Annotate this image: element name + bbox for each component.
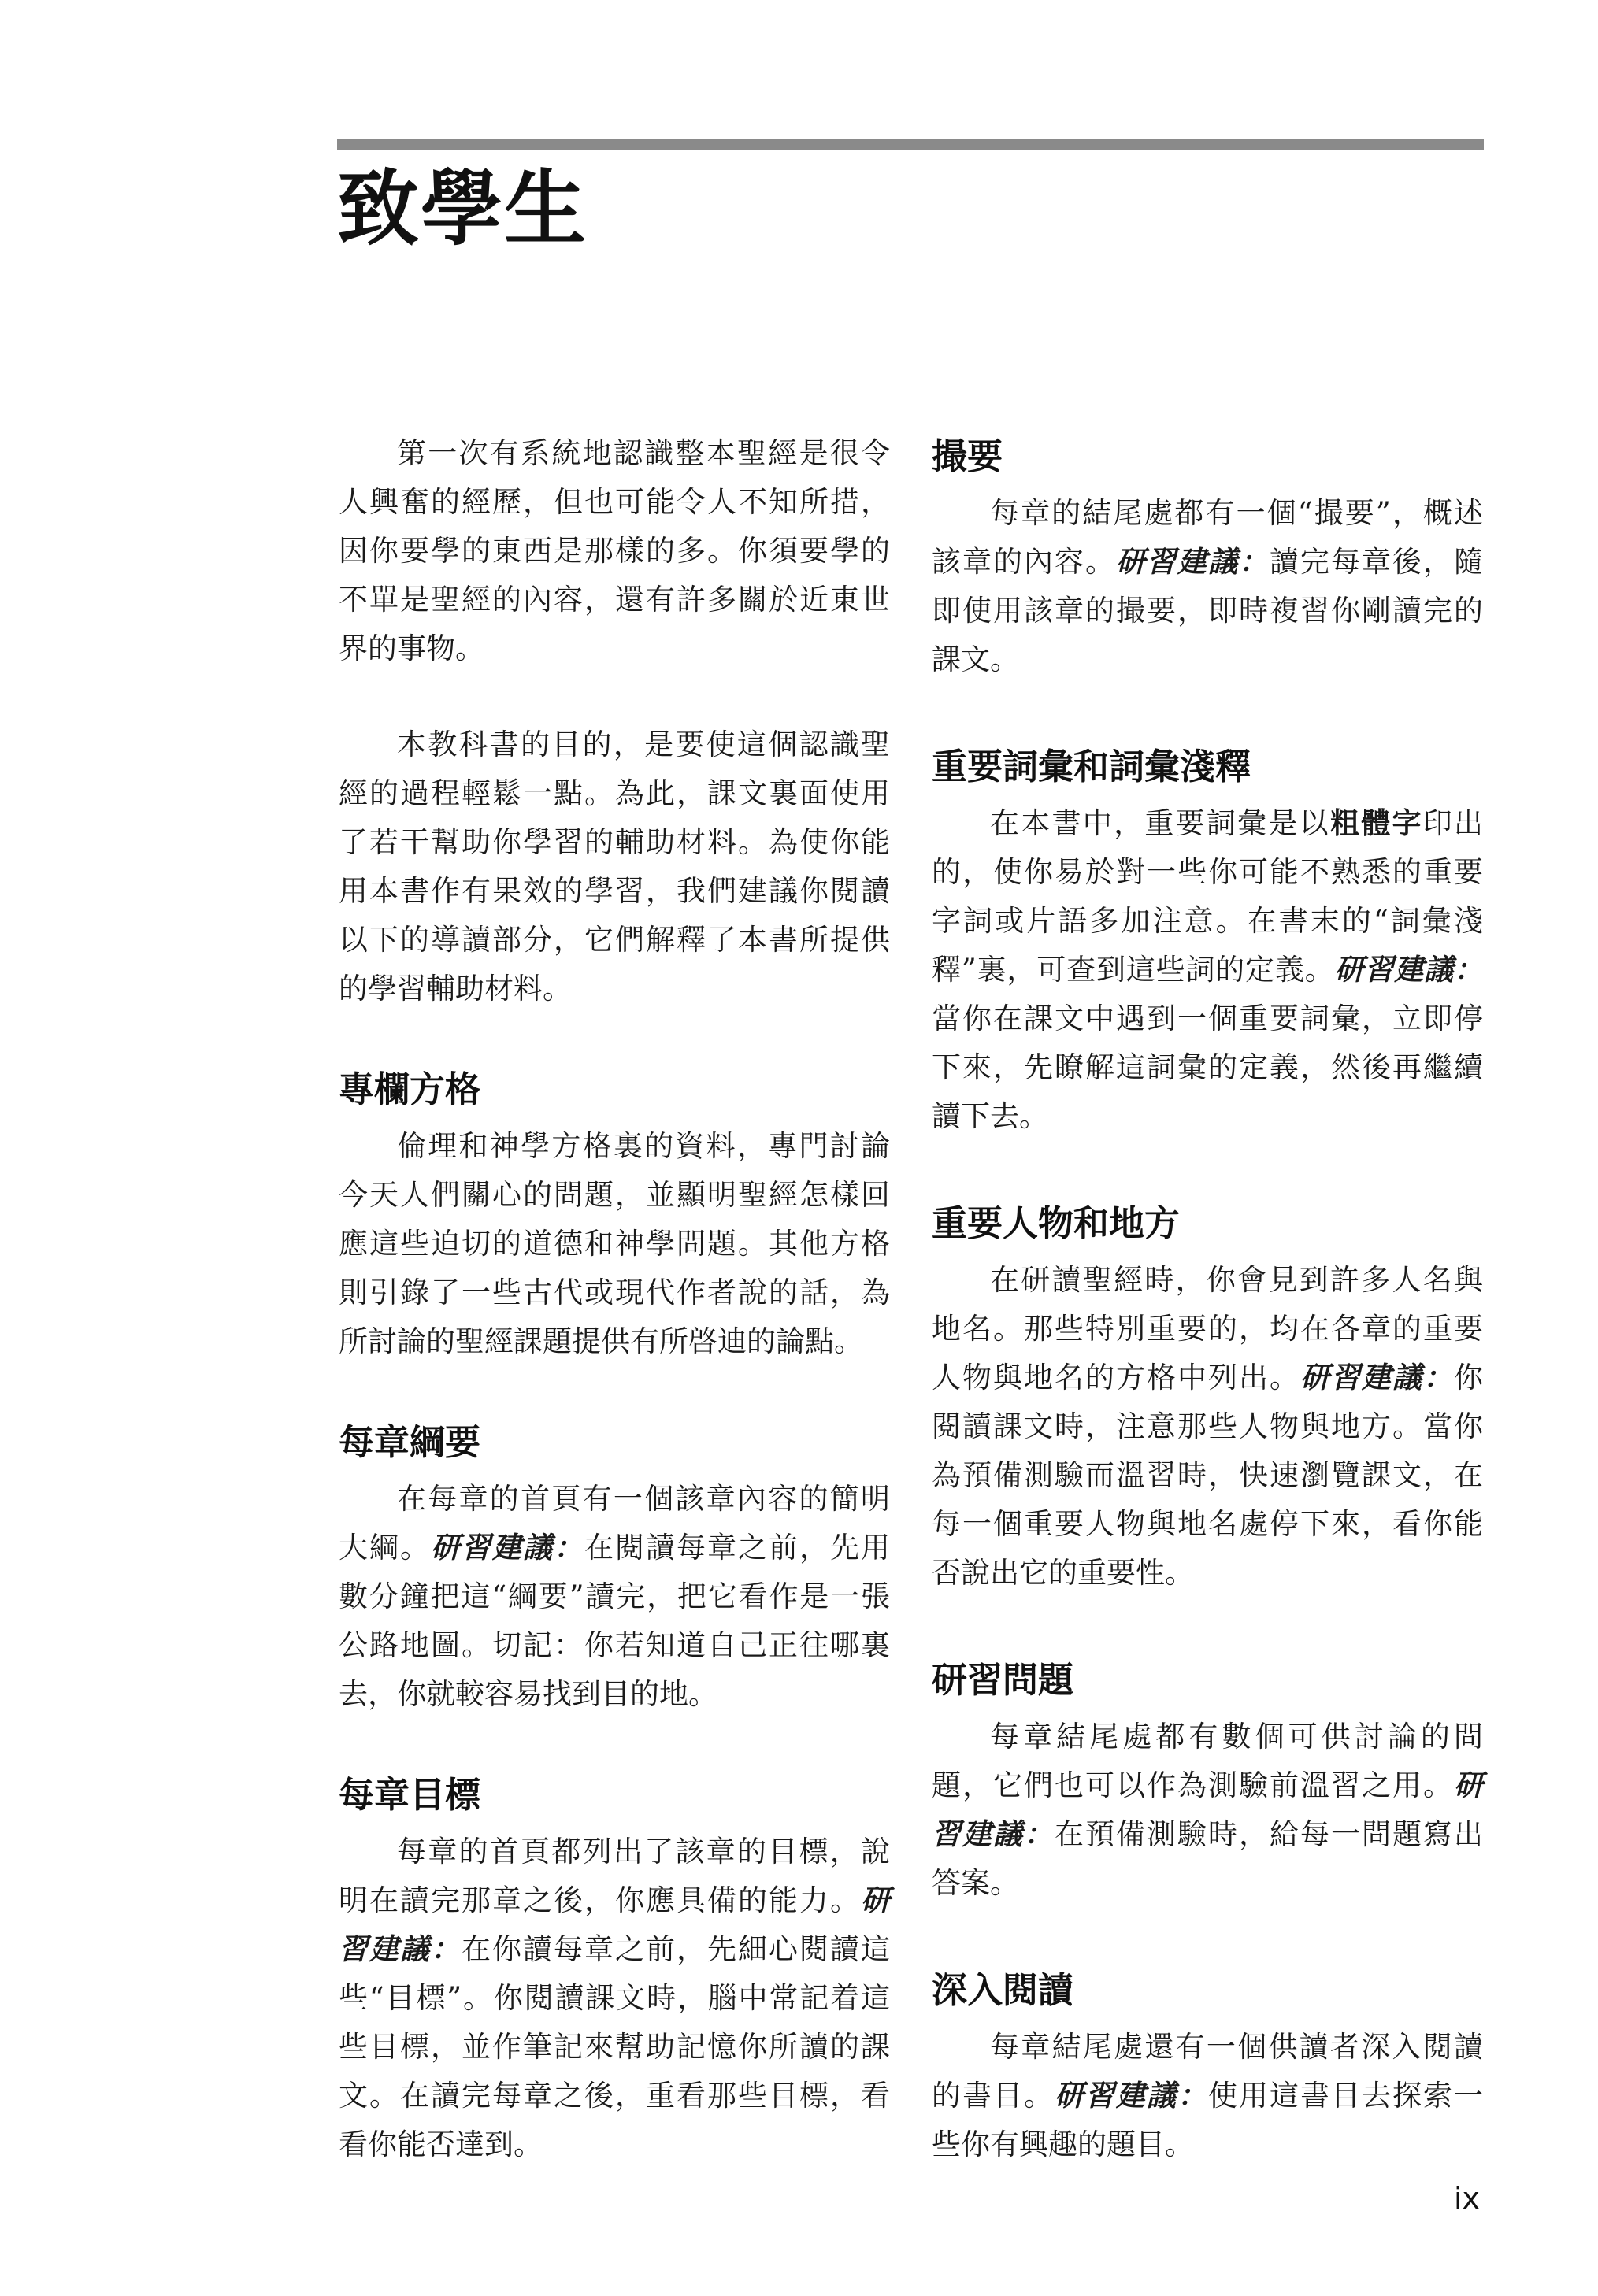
page-number: ix (1454, 2181, 1481, 2216)
right-column (932, 429, 1483, 2169)
section-heading-objectives: 每章目標 (339, 1774, 481, 1816)
section-outline (339, 1415, 890, 1719)
intro-paragraph-2: 本教科書的目的，是要使這個認識聖經的過程輕鬆一點。為此，課文裏面使用了若干幫助你學習的輔助材料。為使你能用本書作有果效的學習，我們建議你閱讀以下的導讀部分，它們解釋了本書所提供的學習輔助材料。 (339, 728, 890, 1005)
section-text-summary: 每章的結尾處都有一個“撮要”，概述該章的內容。研習建議：讀完每章後，隨即使用該章的撮要，即時複習你剛讀完的課文。 (932, 496, 1483, 676)
study-tip-label: 研習建議： (932, 1768, 1483, 1851)
page-title: 致學生 (337, 161, 588, 257)
intro-paragraph-1: 第一次有系統地認識整本聖經是很令人興奮的經歷，但也可能令人不知所措，因你要學的東西是那樣的多。你須要學的不單是聖經的內容，還有許多關於近東世界的事物。 (339, 436, 890, 665)
section-text-boxes: 倫理和神學方格裏的資料，專門討論今天人們關心的問題，並顯明聖經怎樣回應這些迫切的道德和神學問題。其他方格則引錄了一些古代或現代作者說的話，為所討論的聖經課題提供有所啓迪的論點。 (339, 1129, 890, 1358)
section-heading-people-places: 重要人物和地方 (932, 1202, 1181, 1244)
section-text-further-reading: 每章結尾處還有一個供讀者深入閱讀的書目。研習建議：使用這書目去探索一些你有興趣的題目。 (932, 2030, 1483, 2161)
left-column (339, 429, 890, 2169)
section-heading-outline: 每章綱要 (339, 1421, 481, 1463)
section-vocabulary (932, 739, 1483, 1141)
study-tip-label: 研習建議： (1116, 545, 1270, 579)
section-text-outline: 在每章的首頁有一個該章內容的簡明大綱。研習建議：在閱讀每章之前，先用數分鐘把這“綱要”讀完，把它看作是一張公路地圖。切記：你若知道自己正往哪裏去，你就較容易找到目的地。 (339, 1482, 890, 1711)
section-text-people-places: 在研讀聖經時，你會見到許多人名與地名。那些特別重要的，均在各章的重要人物與地名的方格中列出。研習建議：你閱讀課文時，注意那些人物與地方。當你為預備測驗而溫習時，快速瀏覽課文，在每一個重要人物與地名處停下來，看你能否說出它的重要性。 (932, 1263, 1483, 1590)
section-objectives (339, 1768, 890, 2169)
section-text-vocabulary: 在本書中，重要詞彙是以粗體字印出的，使你易於對一些你可能不熟悉的重要字詞或片語多加注意。在書末的“詞彙淺釋”裏，可查到這些詞的定義。研習建議：當你在課文中遇到一個重要詞彙，立即停下來，先瞭解這詞彙的定義，然後再繼續讀下去。 (932, 806, 1484, 1133)
section-heading-further-reading: 深入閱讀 (932, 1969, 1074, 2011)
section-heading-summary: 撮要 (932, 435, 1003, 477)
section-further-reading (932, 1963, 1483, 2169)
section-people-places (932, 1196, 1483, 1598)
study-tip-label: 研習建議： (1055, 2079, 1208, 2113)
study-tip-label: 研習建議： (339, 1883, 890, 1966)
study-tip-label: 研習建議： (1334, 953, 1484, 987)
section-heading-boxes: 專欄方格 (339, 1068, 481, 1110)
section-heading-vocabulary: 重要詞彙和詞彙淺釋 (932, 746, 1251, 787)
section-heading-study-questions: 研習問題 (932, 1659, 1074, 1701)
section-text-study-questions: 每章結尾處都有數個可供討論的問題，它們也可以作為測驗前溫習之用。研習建議：在預備測驗時，給每一問題寫出答案。 (932, 1720, 1483, 1900)
bold-term: 粗體字 (1329, 806, 1423, 840)
title-rule (337, 139, 1484, 150)
section-boxes (339, 1062, 890, 1366)
section-text-objectives: 每章的首頁都列出了該章的目標，說明在讀完那章之後，你應具備的能力。研習建議：在你讀每章之前，先細心閱讀這些“目標”。你閱讀課文時，腦中常記着這些目標，並作筆記來幫助記憶你所讀的課文。在讀完每章之後，重看那些目標，看看你能否達到。 (339, 1835, 890, 2161)
study-tip-label: 研習建議： (1300, 1361, 1454, 1394)
section-summary (932, 429, 1483, 684)
section-study-questions (932, 1653, 1483, 1908)
study-tip-label: 研習建議： (431, 1531, 584, 1565)
